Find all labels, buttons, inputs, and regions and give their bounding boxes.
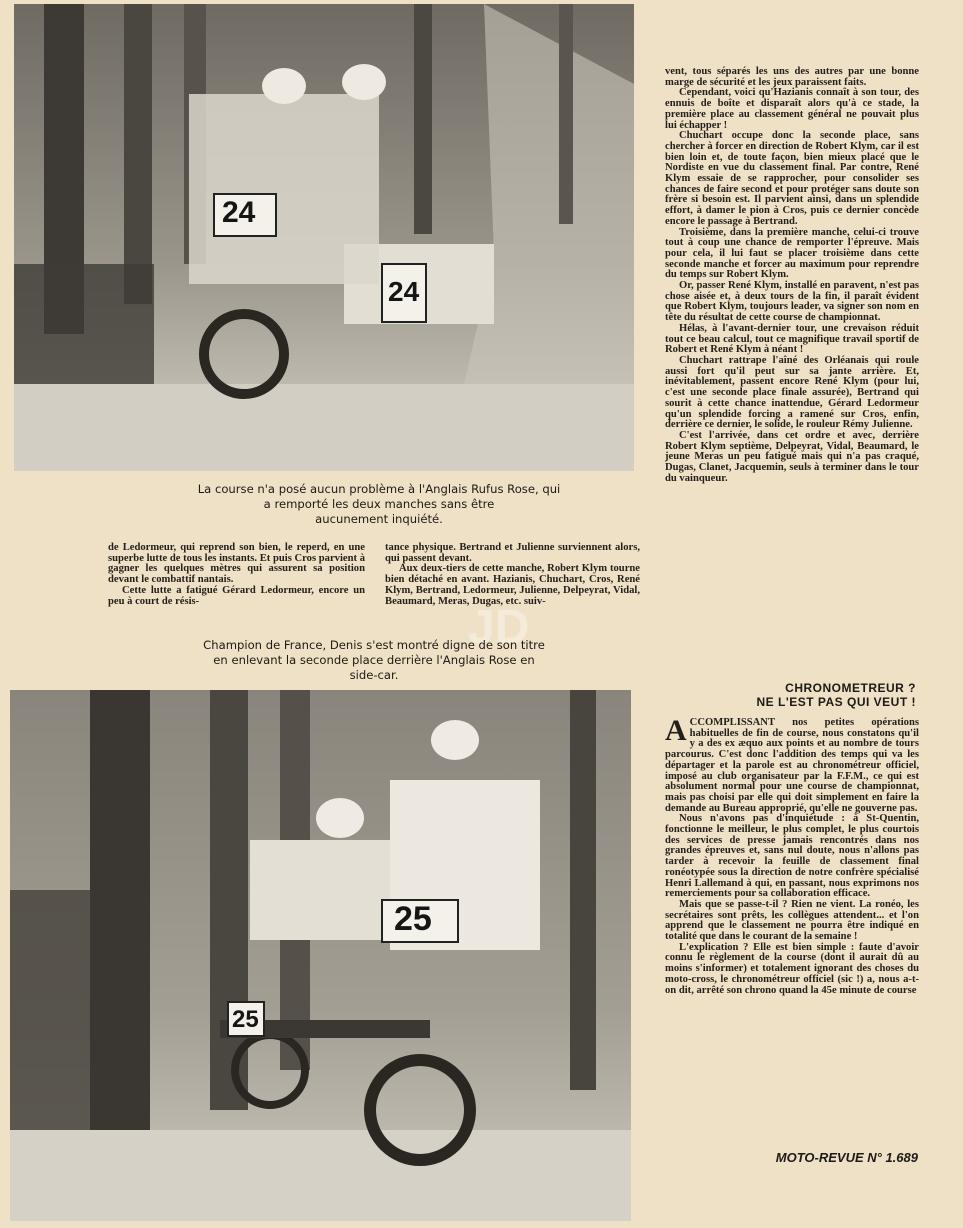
right-column-top bbox=[665, 67, 919, 484]
paragraph: Chuchart rattrape l'aîné des Orléanais qui roule aussi fort qu'il peut sur sa jante arrière. Et, inévitablement, passent encore René Klym (pour lui, c'est une seconde place finale assurée), Bertrand qui sourit à cette chance inattendue, Gérard Ledormeur qu'un splendide forcing a ramené sur Cros, enfin, derrière ce dernier, le solide, le rouleur Rémy Julienne. bbox=[665, 354, 919, 431]
top-sidecar-number: 24 bbox=[388, 276, 420, 307]
page-footer: MOTO-REVUE N° 1.689 bbox=[775, 1150, 918, 1165]
paragraph: Cette lutte a fatigué Gérard Ledormeur, encore un peu à court de résis- bbox=[108, 584, 365, 607]
middle-caption: Champion de France, Denis s'est montré digne de son titre en enlevant la seconde place derrière l'Anglais Rose en side-car. bbox=[203, 638, 545, 682]
section-headline bbox=[665, 681, 916, 709]
middle-left-column bbox=[108, 543, 365, 607]
paragraph: Cependant, voici qu'Hazianis connaît à son tour, des ennuis de boîte et disparaît alors qu'à ce stade, la première place au classement général ne pouvait plus lui échapper ! bbox=[665, 87, 919, 131]
paragraph: L'explication ? Elle est bien simple : faute d'avoir connu le règlement de la course (dont il aurait dû au moins s'informer) et totalement ignorant des choses du moto-cross, le chronométreur officiel (sic !) a, nous a-t-on dit, arrêté son chrono quand la 45e minute de course bbox=[665, 941, 919, 996]
bottom-plate-number: 25 bbox=[394, 900, 432, 938]
paragraph: Or, passer René Klym, installé en paravent, n'est pas chose aisée et, à deux tours de la fin, il paraît évident que Robert Klym, toujours leader, va signer son nom en tête du résultat de cette course de championnat. bbox=[665, 280, 919, 324]
top-photo bbox=[14, 4, 634, 471]
bottom-photo bbox=[10, 690, 631, 1221]
top-caption: La course n'a posé aucun problème à l'Anglais Rufus Rose, qui a remporté les deux manches sans être aucunement inquiété. bbox=[197, 482, 561, 526]
paragraph: Hélas, à l'avant-dernier tour, une crevaison réduit tout ce beau calcul, tout ce magnifique travail sportif de Robert et René Klym à néant ! bbox=[665, 322, 919, 356]
right-column-bottom bbox=[665, 714, 919, 996]
first-paragraph-text: CCOMPLISSANT nos petites opérations habituelles de fin de course, nous constatons qu'il y a des ex æquo aux points et au nombre de tours parcourus. C'est donc l'addition des temps qui va les départager et la parole est au chronométreur officiel, imposé au club organisateur par la F.F.M., ce qui est absolument normal pour une course de championnat, mais pas choisi par elle qui doit simplement en faire la demande au Bureau approprié, qu'elle ne gouverne pas. bbox=[665, 717, 919, 814]
headline-line-2: NE L'EST PAS QUI VEUT ! bbox=[756, 695, 916, 709]
paragraph: Mais que se passe-t-il ? Rien ne vient. La ronéo, les secrétaires sont prêts, les collègues attendent... et l'on apprend que le classement ne pourra être indiqué en totalité que dans le courant de la semaine ! bbox=[665, 898, 919, 943]
paragraph: vent, tous séparés les uns des autres par une bonne marge de sécurité et les jeux paraissent faits. bbox=[665, 66, 919, 88]
headline-line-1: CHRONOMETREUR ? bbox=[785, 681, 916, 695]
middle-center-column bbox=[385, 543, 640, 607]
paragraph: C'est l'arrivée, dans cet ordre et avec, derrière Robert Klym septième, Delpeyrat, Vidal, Beaumard, le jeune Meras un peu fatigué mais qui n'a pas craqué, Dugas, Clanet, Jacquemin, seuls à terminer dans le tour du vainqueur. bbox=[665, 429, 919, 484]
drop-cap: A bbox=[665, 714, 687, 747]
watermark: JD bbox=[468, 601, 530, 654]
bottom-photo-image bbox=[10, 690, 631, 1221]
paragraph: Chuchart occupe donc la seconde place, sans chercher à forcer en direction de Robert Klym, car il est bien loin et, de toute façon, bien mieux placé que le Nordiste en vue du classement final. Par contre, René Klym essaie de se rapprocher, pour consolider ses chances de faire second et pour protéger sans doute son frère si besoin est. Il parvient ainsi, dans un splendide effort, à damer le pion à Cros, puis ce dernier concède encore le passage à Bertrand. bbox=[665, 130, 919, 227]
paragraph: Troisième, dans la première manche, celui-ci trouve tout à coup une chance de remporter l'épreuve. Mais pour cela, il lui faut se placer troisième dans cette seconde manche et forcer au maximum pour reprendre du temps sur Robert Klym. bbox=[665, 226, 919, 281]
paragraph: tance physique. Bertrand et Julienne surviennent alors, qui passent devant. bbox=[385, 542, 640, 564]
paragraph: Nous n'avons pas d'inquiétude : à St-Quentin, fonctionne le meilleur, le plus complet, le plus courtois des services de presse jamais rencontrés dans nos grandes épreuves et, sans nul doute, nous n'allons pas tarder à recevoir la feuille de classement final ronéotypée sous la direction de notre confrère spécialisé Henri Lallemand à qui, en passant, nous exprimons nos remerciements pour sa collaboration efficace. bbox=[665, 813, 919, 900]
paragraph: de Ledormeur, qui reprend son bien, le reperd, en une superbe lutte de tous les instants. Et puis Cros parvient à gagner les quelques mètres qui assurent sa position devant le combattif nantais. bbox=[108, 542, 365, 586]
top-plate-number: 24 bbox=[222, 196, 256, 229]
first-paragraph bbox=[665, 714, 919, 814]
paragraph: Aux deux-tiers de cette manche, Robert Klym tourne bien détaché en avant. Hazianis, Chuchart, Cros, René Klym, Bertrand, Ledormeur, Julienne, Delpeyrat, Vidal, Beaumard, Meras, Dugas, etc. suiv- bbox=[385, 563, 640, 607]
bottom-sidecar-number: 25 bbox=[232, 1006, 259, 1033]
top-photo-image bbox=[14, 4, 634, 471]
